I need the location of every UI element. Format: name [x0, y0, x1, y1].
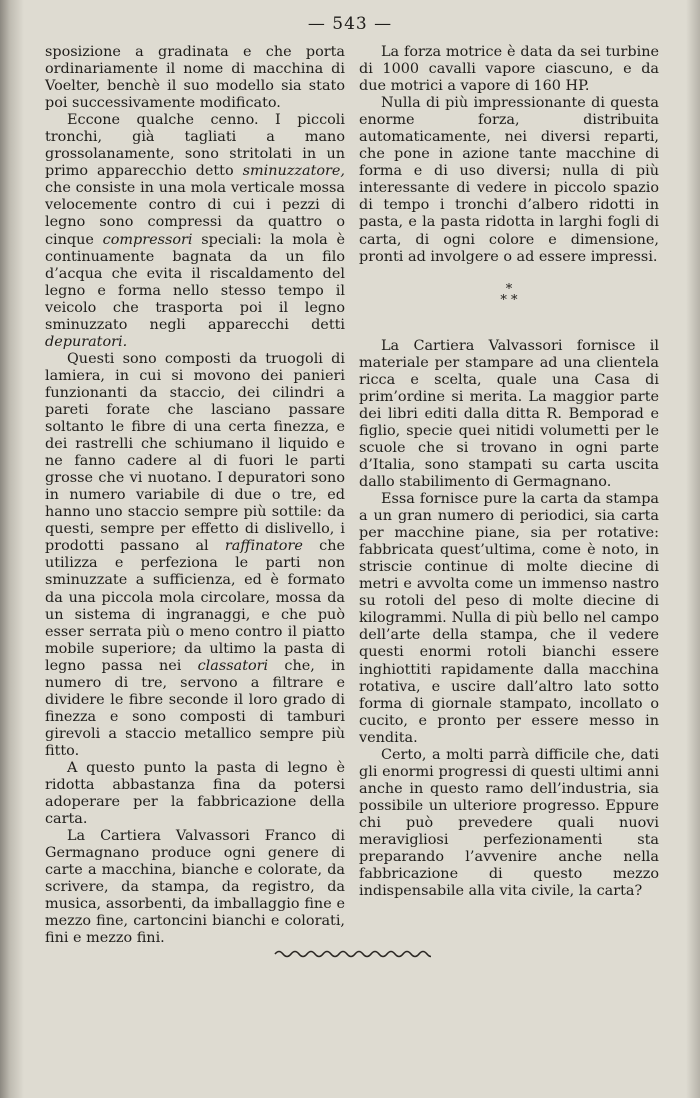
page-number: — 543 — [307, 14, 393, 34]
right-column [359, 44, 659, 900]
asterism-top: * [505, 281, 513, 297]
paragraph: La Cartiera Valvassori Franco di Germagnano produce ogni genere di carte a macchina, bianche e colorate, da scrivere, da stampa, da registro, da musica, assorbenti, da imballaggio fine e mezzo fine, cartoncini bianchi e colorati, fini e mezzo fini. [45, 828, 345, 947]
paragraph: Eccone qualche cenno. I piccoli tronchi, già tagliati a mano grossolanamente, sono stritolati in un primo apparecchio detto sminuzzatore, che consiste in una mola verticale mossa velocemente contro di cui i pezzi di legno sono compressi da quattro o cinque compressori speciali: la mola è continuamente bagnata da un filo d’acqua che evita il riscaldamento del legno e forma nello stesso tempo il veicolo che trasporta poi il legno sminuzzato negli apparecchi detti depuratori. [45, 112, 345, 350]
wavy-rule-ornament [273, 947, 431, 961]
section-separator [359, 281, 659, 308]
paragraph: sposizione a gradinata e che porta ordinariamente il nome di macchina di Voelter, benchè il suo modello sia stato poi successivamente modificato. [45, 44, 345, 112]
paragraph: La Cartiera Valvassori fornisce il materiale per stampare ad una clientela ricca e scelta, quale una Casa di prim’ordine si merita. La maggior parte dei libri editi dalla ditta R. Bemporad e figlio, specie quei nitidi volumetti per le scuole che si trovano in ogni parte d’Italia, sono stampati su carta uscita dallo stabilimento di Germagnano. [359, 337, 659, 490]
paragraph: A questo punto la pasta di legno è ridotta abbastanza fina da potersi adoperare per la fabbricazione della carta. [45, 759, 345, 828]
asterism-bottom: * * [500, 292, 518, 308]
paragraph: Essa fornisce pure la carta da stampa a un gran numero di periodici, sia carta per macchine piane, sia per rotative: fabbricata quest’ultima, come è noto, in striscie continue di molte diecine di metri e avvolta come un immenso nastro su rotoli del peso di molte diecine di kilogrammi. Nulla di più bello nel campo dell’arte della stampa, che il vedere questi enormi rotoli bianchi essere inghiottiti rapidamente dalla macchina rotativa, e uscire dall’altro lato sotto forma di giornale stampato, incollato o cucito, e pronto per essere messo in vendita. [359, 491, 659, 746]
left-column [45, 44, 345, 947]
paragraph: Certo, a molti parrà difficile che, dati gli enormi progressi di questi ultimi anni anche in questo ramo dell’industria, sia possibile un ulteriore progresso. Eppure chi può prevedere quali nuovi meravigliosi perfezionamenti sta preparando l’avvenire anche nella fabbricazione di questo mezzo indispensabile alla vita civile, la carta? [359, 746, 659, 900]
paragraph: Questi sono composti da truogoli di lamiera, in cui si movono dei panieri funzionanti da staccio, dei cilindri a pareti forate che lasciano passare soltanto le fibre di una certa finezza, e dei rastrelli che schiumano il liquido e ne fanno cadere al di fuori le parti grosse che vi nuotano. I depuratori sono in numero variabile di due o tre, ed hanno uno staccio sempre più sottile: da questi, sempre per effetto di dislivello, i prodotti passano al raffinatore che utilizza e perfeziona le parti non sminuzzate a sufficienza, ed è formato da una piccola mola circolare, mossa da un sistema di ingranaggi, e che può esser serrata più o meno contro il piatto mobile superiore; da ultimo la pasta di legno passa nei classatori che, in numero di tre, servono a filtrare e dividere le fibre seconde il loro grado di finezza e sono composti di tamburi girevoli a staccio metallico sempre più fitto. [45, 350, 346, 759]
paragraph: La forza motrice è data da sei turbine di 1000 cavalli vapore ciascuno, e da due motrici a vapore di 160 HP. [359, 44, 659, 95]
paragraph: Nulla di più impressionante di questa enorme forza, distribuita automaticamente, nei diversi reparti, che pone in azione tante macchine di forma e di uso diversi; nulla di più interessante di vedere in piccolo spazio di tempo i tronchi d’albero ridotti in pasta, e la pasta ridotta in larghi fogli di carta, di ogni colore e dimensione, pronti ad involgere o ad essere impressi. [359, 95, 659, 265]
